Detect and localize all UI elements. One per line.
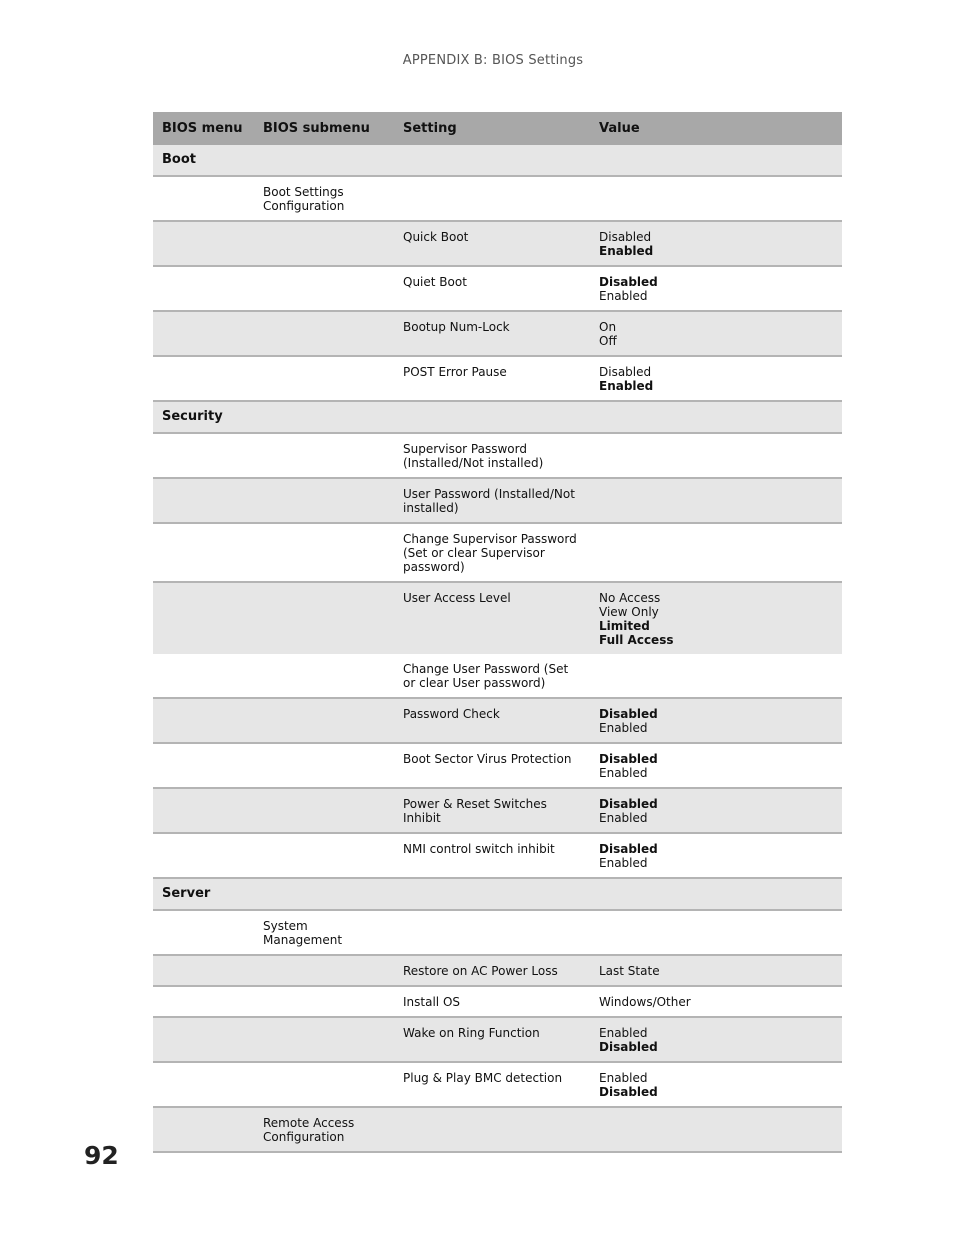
cell-bios-menu — [153, 176, 254, 221]
cell-bios-menu — [153, 743, 254, 788]
cell-bios-menu — [153, 582, 254, 654]
cell-bios-submenu — [254, 1017, 394, 1062]
cell-bios-submenu — [254, 145, 394, 176]
cell-bios-menu — [153, 698, 254, 743]
cell-setting — [394, 145, 590, 176]
table-row — [153, 788, 842, 833]
cell-value — [590, 986, 842, 1017]
cell-setting: Boot Sector Virus Protection — [403, 752, 572, 766]
value-option: Enabled — [599, 721, 648, 735]
value-option: Disabled — [599, 230, 652, 244]
cell-setting — [394, 401, 590, 433]
cell-bios-submenu: Remote Access Configuration — [263, 1116, 355, 1144]
cell-bios-menu — [153, 311, 254, 356]
cell-value — [590, 145, 842, 176]
table-row — [153, 433, 842, 478]
value-option: Last State — [599, 964, 660, 978]
cell-value — [590, 433, 842, 478]
cell-setting: Bootup Num-Lock — [403, 320, 510, 334]
table-row — [153, 1107, 842, 1152]
cell-setting — [394, 910, 590, 955]
cell-value — [590, 311, 842, 356]
cell-bios-menu — [153, 356, 254, 401]
cell-setting: Password Check — [403, 707, 500, 721]
cell-bios-menu — [153, 221, 254, 266]
cell-bios-submenu — [254, 698, 394, 743]
cell-bios-submenu — [254, 833, 394, 878]
table-row — [153, 955, 842, 986]
value-option: On — [599, 320, 617, 334]
table-row — [153, 356, 842, 401]
cell-setting: Supervisor Password (Installed/Not installed) — [403, 442, 544, 470]
column-header-bios-submenu: BIOS submenu — [263, 120, 370, 136]
cell-setting: Plug & Play BMC detection — [403, 1071, 563, 1085]
cell-bios-menu — [153, 478, 254, 523]
cell-bios-submenu — [254, 743, 394, 788]
cell-bios-menu: Boot — [162, 152, 196, 167]
cell-value — [590, 1017, 842, 1062]
cell-bios-menu — [153, 986, 254, 1017]
table-row — [153, 910, 842, 955]
value-option-default: Disabled — [599, 752, 658, 766]
cell-setting: NMI control switch inhibit — [403, 842, 555, 856]
cell-setting: POST Error Pause — [403, 365, 507, 379]
value-option: Disabled — [599, 365, 652, 379]
value-option: Enabled — [599, 1071, 648, 1085]
cell-setting: Restore on AC Power Loss — [403, 964, 558, 978]
cell-bios-submenu — [254, 878, 394, 910]
table-row — [153, 1062, 842, 1107]
table-row — [153, 221, 842, 266]
cell-bios-menu — [153, 266, 254, 311]
cell-bios-submenu — [254, 986, 394, 1017]
cell-value — [590, 356, 842, 401]
cell-bios-submenu — [254, 523, 394, 582]
value-option-default: Disabled — [599, 797, 658, 811]
value-option: Enabled — [599, 766, 648, 780]
table-row — [153, 582, 842, 654]
cell-bios-submenu — [254, 654, 394, 698]
cell-value — [590, 523, 842, 582]
cell-value — [590, 221, 842, 266]
cell-bios-menu — [153, 433, 254, 478]
value-option: Off — [599, 334, 617, 348]
cell-bios-menu — [153, 910, 254, 955]
cell-setting: Wake on Ring Function — [403, 1026, 540, 1040]
value-option-default: Disabled — [599, 1040, 658, 1054]
value-option: Enabled — [599, 811, 648, 825]
table-row — [153, 266, 842, 311]
cell-bios-submenu — [254, 221, 394, 266]
table-row — [153, 1017, 842, 1062]
value-option: Enabled — [599, 1026, 648, 1040]
cell-bios-submenu — [254, 311, 394, 356]
cell-setting: Install OS — [403, 995, 460, 1009]
section-row — [153, 878, 842, 910]
value-option-default: Enabled — [599, 244, 654, 258]
table-row — [153, 698, 842, 743]
column-header-bios-menu: BIOS menu — [162, 120, 243, 136]
value-option: Enabled — [599, 289, 648, 303]
column-header-value: Value — [599, 120, 640, 136]
cell-value — [590, 176, 842, 221]
cell-bios-menu — [153, 955, 254, 986]
cell-bios-menu: Security — [162, 409, 223, 424]
cell-value — [590, 878, 842, 910]
cell-bios-submenu — [254, 356, 394, 401]
cell-bios-submenu — [254, 1062, 394, 1107]
cell-value — [590, 910, 842, 955]
table-row — [153, 743, 842, 788]
value-option-default: Disabled — [599, 842, 658, 856]
value-option-default: Disabled — [599, 275, 658, 289]
table-row — [153, 311, 842, 356]
table-header-row — [153, 112, 842, 145]
table-row — [153, 986, 842, 1017]
cell-bios-submenu — [254, 582, 394, 654]
cell-bios-submenu — [254, 433, 394, 478]
value-option: View Only — [599, 605, 659, 619]
cell-value — [590, 1107, 842, 1152]
table-row — [153, 833, 842, 878]
cell-value — [590, 582, 842, 654]
cell-setting — [394, 1107, 590, 1152]
table-row — [153, 478, 842, 523]
cell-bios-menu — [153, 1107, 254, 1152]
cell-value — [590, 401, 842, 433]
bios-settings-table — [153, 112, 842, 1153]
cell-value — [590, 788, 842, 833]
cell-bios-menu — [153, 1062, 254, 1107]
cell-bios-submenu — [254, 955, 394, 986]
cell-bios-submenu — [254, 266, 394, 311]
cell-setting: Change Supervisor Password (Set or clear Supervisor password) — [403, 532, 577, 574]
cell-setting: User Access Level — [403, 591, 511, 605]
cell-setting — [394, 878, 590, 910]
value-option-default: Disabled — [599, 707, 658, 721]
cell-value — [590, 266, 842, 311]
cell-bios-submenu — [254, 788, 394, 833]
cell-setting: User Password (Installed/Not installed) — [403, 487, 575, 515]
value-option: Windows/Other — [599, 995, 691, 1009]
cell-bios-submenu — [254, 478, 394, 523]
cell-value — [590, 743, 842, 788]
column-header-setting: Setting — [403, 120, 457, 136]
section-row — [153, 145, 842, 176]
page-number: 92 — [84, 1141, 119, 1170]
value-option-default: Disabled — [599, 1085, 658, 1099]
cell-bios-submenu — [254, 401, 394, 433]
cell-value — [590, 698, 842, 743]
table-row — [153, 523, 842, 582]
cell-setting: Quiet Boot — [403, 275, 467, 289]
cell-value — [590, 478, 842, 523]
cell-bios-menu — [153, 523, 254, 582]
section-row — [153, 401, 842, 433]
value-option-default: Enabled — [599, 379, 654, 393]
cell-bios-menu — [153, 833, 254, 878]
cell-bios-submenu: System Management — [263, 919, 343, 947]
cell-value — [590, 654, 842, 698]
table-row — [153, 654, 842, 698]
cell-value — [590, 955, 842, 986]
cell-setting — [394, 176, 590, 221]
cell-value — [590, 1062, 842, 1107]
cell-bios-menu — [153, 654, 254, 698]
value-option: Enabled — [599, 856, 648, 870]
cell-bios-menu — [153, 1017, 254, 1062]
cell-value — [590, 833, 842, 878]
running-head: APPENDIX B: BIOS Settings — [402, 53, 584, 68]
table-row — [153, 176, 842, 221]
value-option: No Access — [599, 591, 661, 605]
value-option-default: Limited — [599, 619, 650, 633]
cell-bios-submenu: Boot Settings Configuration — [263, 185, 345, 213]
cell-bios-menu: Server — [162, 886, 211, 901]
cell-setting: Quick Boot — [403, 230, 469, 244]
cell-setting: Change User Password (Set or clear User password) — [403, 662, 569, 690]
value-option-default: Full Access — [599, 633, 674, 647]
cell-setting: Power & Reset Switches Inhibit — [403, 797, 547, 825]
cell-bios-menu — [153, 788, 254, 833]
